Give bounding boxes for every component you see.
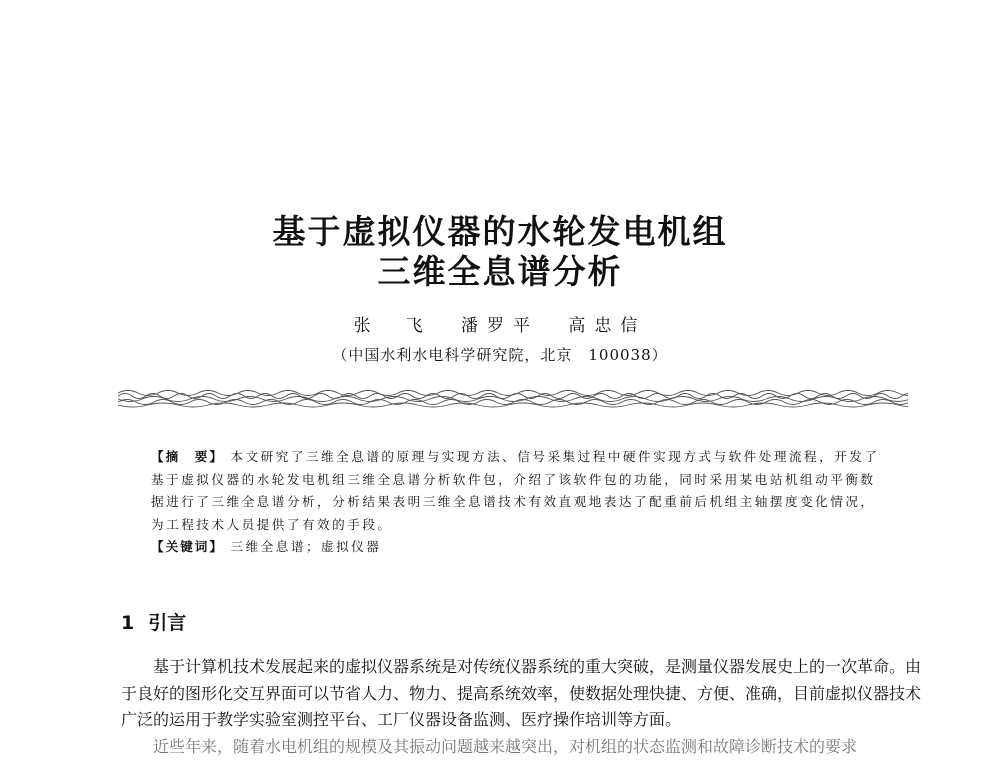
section-heading [121,610,186,636]
section-title: 引言 [148,612,187,634]
paper-title-line-2: 三维全息谱分析 [377,252,623,291]
paper-title-line-1: 基于虚拟仪器的水轮发电机组 [272,212,728,251]
abstract-label: 【摘 要】 [151,449,224,464]
author-list [0,314,1000,338]
author-name: 张 飞 [353,316,432,336]
abstract-block [151,446,881,559]
body-paragraph: 基于计算机技术发展起来的虚拟仪器系统是对传统仪器系统的重大突破，是测量仪器发展史上的一次革命。由于良好的图形化交互界面可以节省人力、物力、提高系统效率，使数据处理快捷、方便、准确，目前虚拟仪器技术广泛的运用于教学实验室测控平台、工厂仪器设备监测、医疗操作培训等方面。 [121,657,922,729]
keywords-label: 【关键词】 [151,539,224,554]
body-paragraph-partial: 近些年来，随着水电机组的规模及其振动问题越来越突出，对机组的状态监测和故障诊断技术的要求 [153,736,858,756]
keywords-paragraph [151,536,881,559]
author-name: 高忠信 [568,316,647,336]
abstract-paragraph [151,446,881,536]
affiliation: （中国水利水电科学研究院，北京 100038） [332,346,668,364]
abstract-text: 本文研究了三维全息谱的原理与实现方法、信号采集过程中硬件实现方式与软件处理流程，开发了基于虚拟仪器的水轮发电机组三维全息谱分析软件包，介绍了该软件包的功能，同时采用某电站机组动平衡数据进行了三维全息谱分析，分析结果表明三维全息谱技术有效直观地表达了配重前后机组主轴摆度变化情况，为工程技术人员提供了有效的手段。 [151,449,880,532]
keywords-text: 三维全息谱；虚拟仪器 [230,539,382,554]
author-name: 潘罗平 [461,316,539,336]
section-body [121,654,921,760]
section-number: 1 [121,612,135,634]
decorative-divider [118,385,908,411]
